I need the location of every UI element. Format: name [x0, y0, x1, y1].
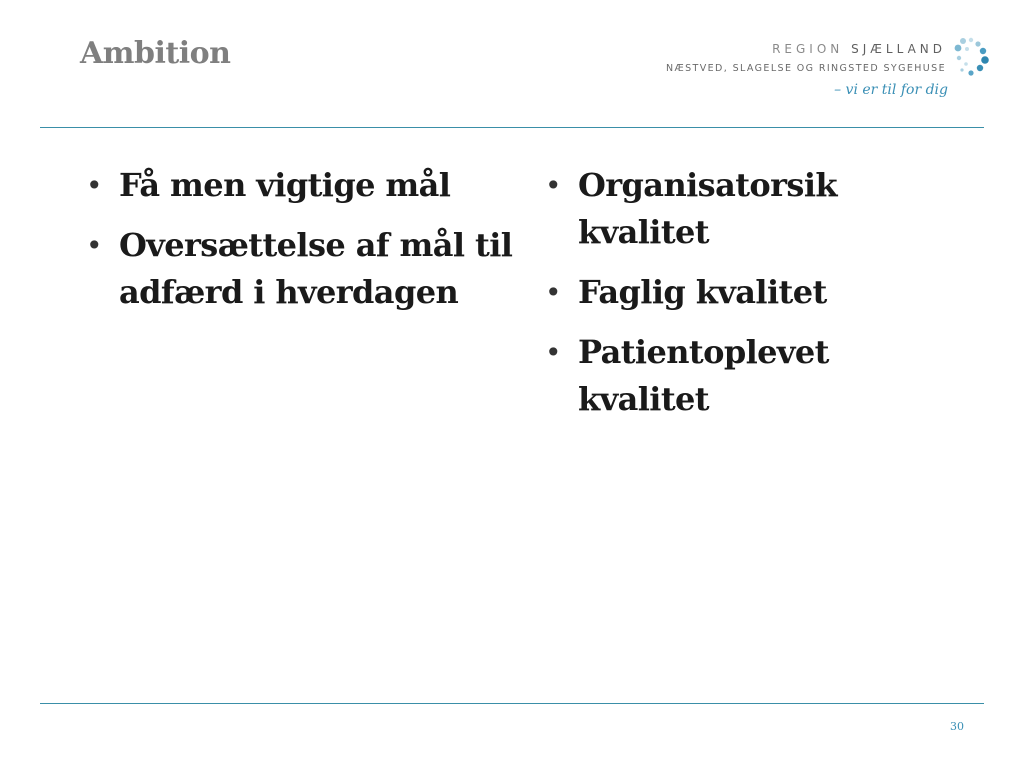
list-item: [84, 162, 529, 209]
bullet-icon: •: [545, 169, 561, 202]
region-sjaelland-logo: [630, 36, 990, 116]
logo-sjaelland-label: SJÆLLAND: [851, 42, 946, 56]
dots-emblem-icon: [954, 36, 990, 82]
page-number: 30: [950, 720, 964, 733]
header-divider: [40, 127, 984, 128]
bullet-icon: •: [86, 169, 102, 202]
list-item: [543, 269, 943, 316]
list-item: [543, 329, 943, 423]
right-bullet-list: [543, 162, 943, 436]
list-item-text: Faglig kvalitet: [578, 273, 827, 311]
bullet-icon: •: [545, 336, 561, 369]
bullet-icon: •: [545, 276, 561, 309]
bullet-icon: •: [86, 229, 102, 262]
list-item-text: Oversættelse af mål til adfærd i hverdagen: [119, 226, 513, 311]
list-item-text: Organisatorsik kvalitet: [578, 166, 837, 251]
logo-tagline: – vi er til for dig: [834, 82, 948, 98]
list-item: [84, 222, 529, 316]
logo-subtitle: NÆSTVED, SLAGELSE OG RINGSTED SYGEHUSE: [665, 63, 946, 74]
slide-title: Ambition: [80, 36, 231, 71]
list-item-text: Patientoplevet kvalitet: [578, 333, 829, 418]
logo-region-label: REGION: [772, 42, 844, 56]
footer-divider: [40, 703, 984, 704]
list-item: [543, 162, 943, 256]
logo-region-name: [772, 42, 946, 56]
list-item-text: Få men vigtige mål: [119, 166, 451, 204]
left-bullet-list: [84, 162, 529, 329]
